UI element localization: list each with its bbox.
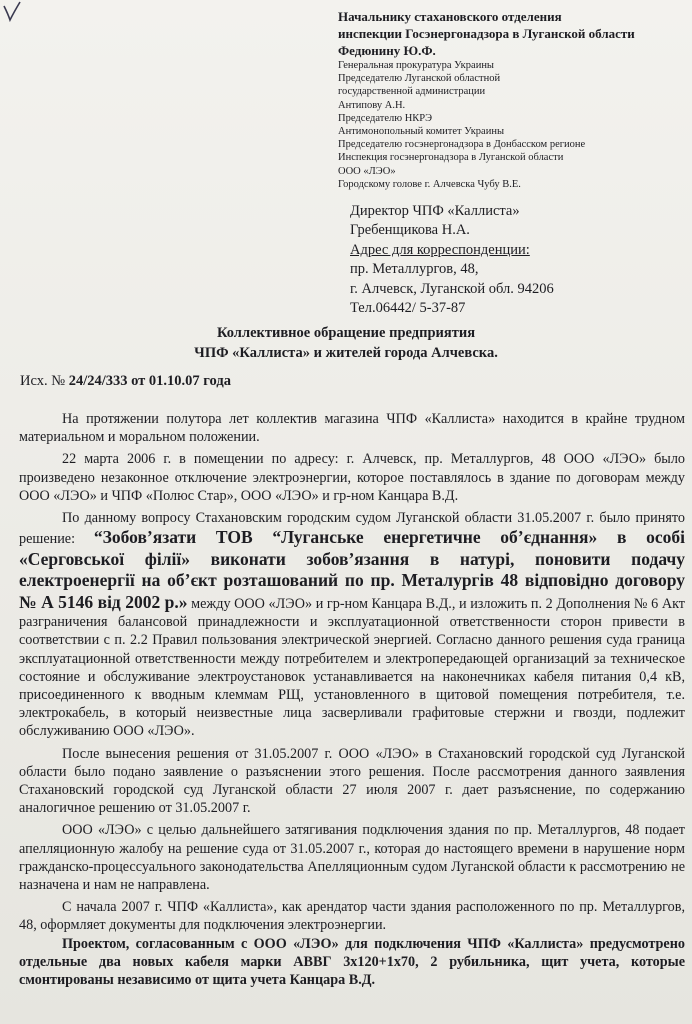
addressee-block xyxy=(338,8,688,191)
reference-number: 24/24/333 от 01.10.07 года xyxy=(68,373,231,389)
address-city: г. Алчевск, Луганской обл. 94206 xyxy=(350,280,554,297)
copy-recipient: Председателю Луганской областной xyxy=(338,73,501,85)
outgoing-reference xyxy=(20,373,231,390)
copy-recipient: Городскому голове г. Алчевска Чубу В.Е. xyxy=(338,178,521,190)
addressee-line: Начальнику стахановского отделения xyxy=(338,9,562,24)
paragraph: После вынесения решения от 31.05.2007 г. ООО «ЛЭО» в Стахановский городской суд Луганской области было подано заявление о разъяснении этого решения. После рассмотрения данного заявления Стахановский городской суд Луганской области 27 июля 2007 г. дает разъяснение, по содержанию аналогичное решению от 31.05.2007 г. xyxy=(19,745,685,817)
copy-recipient: Антимонопольный комитет Украины xyxy=(338,126,505,138)
paragraph-continuation: между ООО «ЛЭО» и гр-ном Канцара В.Д., и изложить п. 2 Дополнения № 6 Акт разграничения балансовой принадлежности и эксплуатационной ответственности сторон привести в соответствии с п. 2.2 Правил пользования электрической энергией. Согласно данного решения суда граница эксплуатационной ответственности между потребителем и электропередающей организаций за техническое состояние и обслуживание электроустановок устанавливается на наконечниках кабеля питания 0,4 кВ, присоединенного к вводным клеммам РЩ, установленного в щитовой помещения потребителя, т.е. электрокабель, в который неизвестные лица засверливали графитовые стержни и гвозди, подлежит обслуживанию ООО «ЛЭО». xyxy=(19,595,686,740)
paragraph: На протяжении полутора лет коллектив магазина ЧПФ «Каллиста» находится в крайне трудном материальном и моральном положении. xyxy=(19,411,685,446)
reference-label: Исх. № xyxy=(20,373,66,389)
copy-recipient: Председателю госэнергонадзора в Донбасском регионе xyxy=(338,139,586,151)
copy-recipient: Антипову А.Н. xyxy=(338,99,406,111)
copy-recipient: Генеральная прокуратура Украины xyxy=(338,60,494,71)
copy-recipient: Инспекция госэнергонадзора в Луганской области xyxy=(338,152,564,164)
copy-recipient: Председателю НКРЭ xyxy=(338,112,433,124)
phone-number: Тел.06442/ 5-37-87 xyxy=(350,300,466,317)
paragraph: ООО «ЛЭО» с целью дальнейшего затягивания подключения здания по пр. Металлургов, 48 подает апелляционную жалобу на решение суда от 31.05.2007 г., которая до настоящего времени в нарушение норм гражданско-процессуального законодательства Апелляционным судом Луганской области к рассмотрению не назначена и нам не направлена. xyxy=(19,822,685,894)
address-label: Адрес для корреспонденции: xyxy=(350,241,530,258)
document-title xyxy=(0,323,692,363)
sender-title: Директор ЧПФ «Каллиста» xyxy=(350,203,520,219)
addressee-line: Федюнину Ю.Ф. xyxy=(338,43,436,58)
paragraph: Проектом, согласованным с ООО «ЛЭО» для подключения ЧПФ «Каллиста» предусмотрено отдельные два новых кабеля марки АВВГ 3х120+1х70, 2 рубильника, щит учета, которые смонтированы независимо от щита учета Канцара В.Д. xyxy=(19,935,685,989)
title-line: ЧПФ «Каллиста» и жителей города Алчевска. xyxy=(194,345,498,361)
sender-block xyxy=(350,202,680,318)
handwritten-mark xyxy=(0,0,40,40)
court-decision-quote: “Зобов’язати ТОВ “Луганське енергетичне об’єднання» в особі «Серговської філії» виконати зобов’язання в натурі, поновити подачу електроенергії на об’єкт розташований по пр. Металургів 48 відповідно договору № А 5146 від 2002 р.» xyxy=(19,527,685,612)
paragraph: С начала 2007 г. ЧПФ «Каллиста», как арендатор части здания расположенного по пр. Металлургов, 48, оформляет документы для подключения электроэнергии. xyxy=(19,899,685,934)
addressee-line: инспекции Госэнергонадзора в Луганской области xyxy=(338,26,635,41)
title-line: Коллективное обращение предприятия xyxy=(216,325,476,341)
address-street: пр. Металлургов, 48, xyxy=(350,261,479,278)
paragraph xyxy=(19,509,685,741)
copy-recipient: ООО «ЛЭО» xyxy=(338,165,396,177)
sender-name: Гребенщикова Н.А. xyxy=(350,222,470,239)
paragraph-intro: По данному вопросу Стахановским городским судом Луганской области 31.05.2007 г. было принято решение: xyxy=(19,510,685,548)
paragraph: 22 марта 2006 г. в помещении по адресу: г. Алчевск, пр. Металлургов, 48 ООО «ЛЭО» было произведено незаконное отключение электроэнергии, которое поставлялось в здание по договорам между ООО «ЛЭО» и ЧПФ «Полюс Стар», ООО «ЛЭО» и гр-ном Канцара В.Д. xyxy=(19,451,685,504)
copy-recipient: государственной администрации xyxy=(338,86,486,98)
letter-body xyxy=(19,410,685,989)
